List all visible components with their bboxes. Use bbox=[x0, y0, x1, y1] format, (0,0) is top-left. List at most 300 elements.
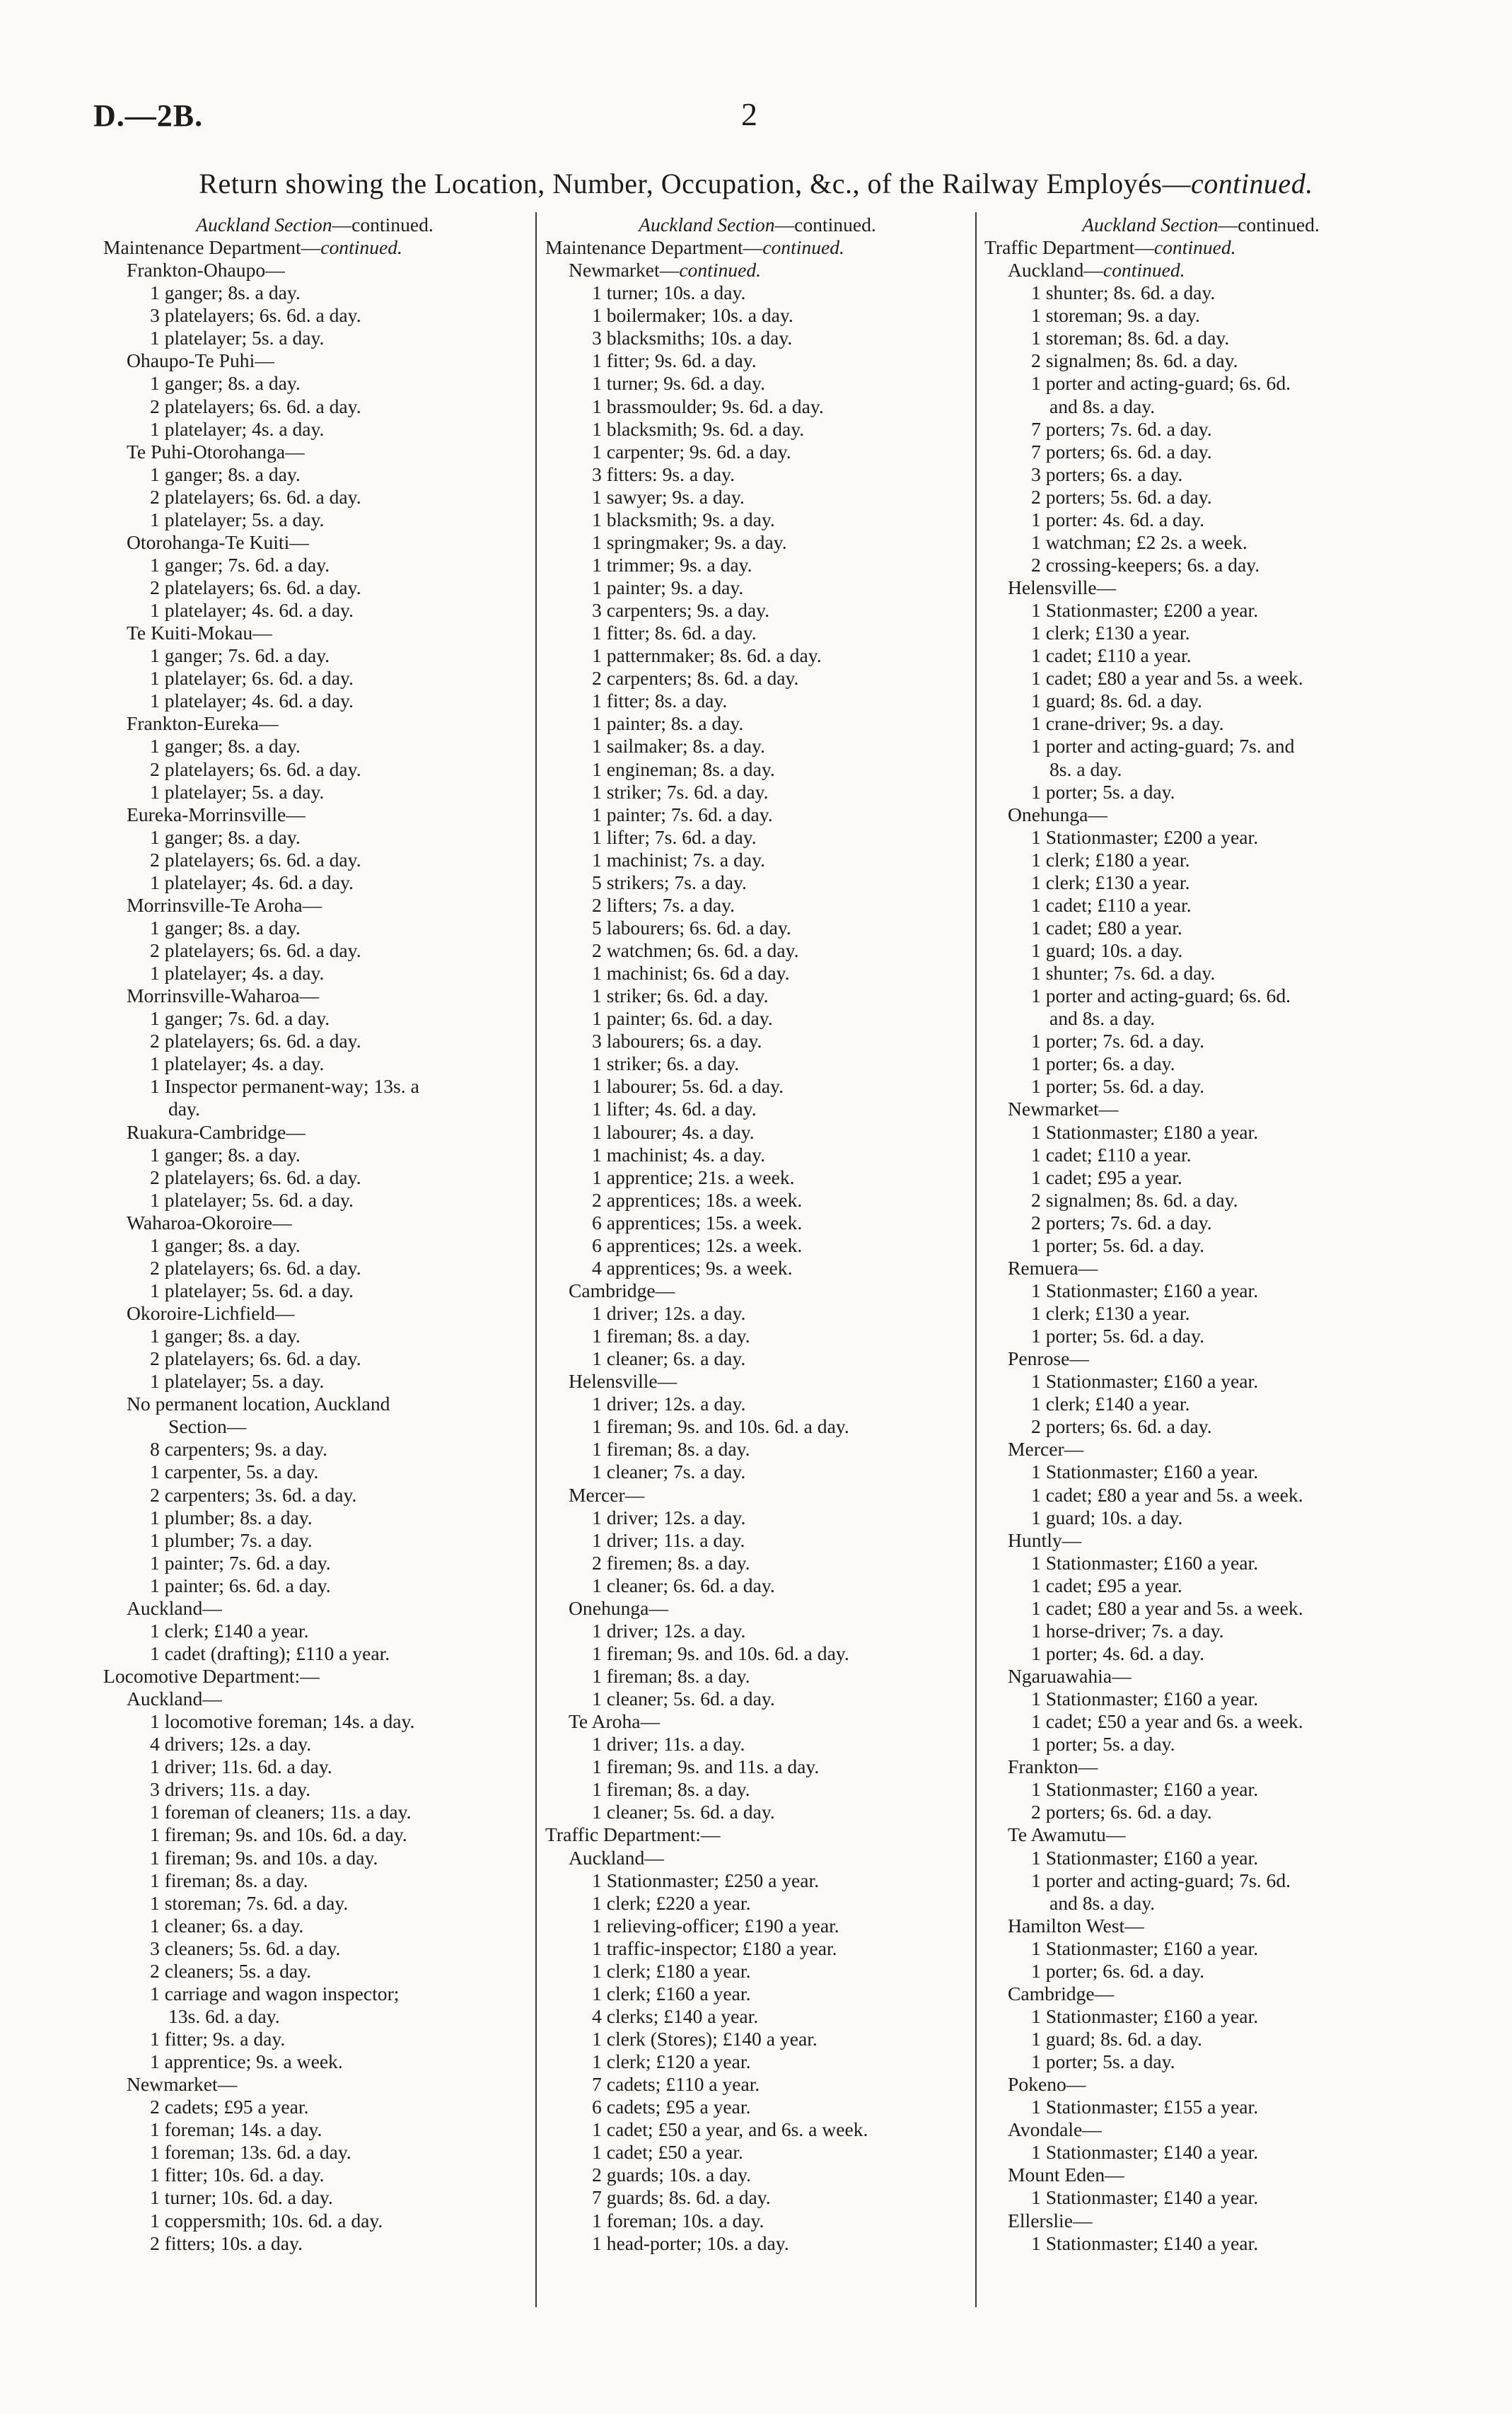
employee-entry-text: 1 coppersmith; 10s. 6d. a day. bbox=[150, 2209, 383, 2232]
employee-entry bbox=[984, 826, 1417, 849]
employee-entry bbox=[545, 644, 970, 667]
employee-entry bbox=[984, 712, 1417, 735]
employee-entry-text: 7 porters; 6s. 6d. a day. bbox=[1031, 440, 1212, 463]
employee-entry bbox=[103, 1960, 526, 1983]
employee-entry-text: 1 fireman; 9s. and 11s. a day. bbox=[592, 1756, 820, 1778]
employee-entry bbox=[545, 826, 970, 849]
employee-entry bbox=[103, 1620, 526, 1642]
employee-entry-text: 2 platelayers; 6s. 6d. a day. bbox=[150, 1166, 361, 1188]
employee-entry-text: 1 porter; 5s. a day. bbox=[1031, 780, 1175, 803]
department-heading bbox=[545, 1823, 970, 1846]
employee-entry bbox=[984, 2232, 1417, 2255]
employee-entry bbox=[545, 1642, 970, 1665]
employee-entry-text: 1 platelayer; 4s. 6d. a day. bbox=[150, 690, 354, 712]
location-heading bbox=[984, 1756, 1417, 1778]
continued-note: —continued. bbox=[774, 214, 876, 236]
employee-entry bbox=[103, 962, 526, 985]
employee-entry bbox=[103, 826, 526, 849]
employee-entry-text: 7 guards; 8s. 6d. a day. bbox=[592, 2186, 771, 2209]
employee-entry-text: 1 fireman; 9s. and 10s. a day. bbox=[150, 1846, 378, 1869]
employee-entry bbox=[984, 644, 1417, 667]
page-number: 2 bbox=[741, 96, 757, 132]
employee-entry bbox=[103, 2164, 526, 2186]
employee-entry bbox=[545, 576, 970, 599]
location-heading bbox=[984, 2073, 1417, 2096]
employee-entry-text: 1 engineman; 8s. a day. bbox=[592, 758, 775, 780]
location-heading-text: Frankton-Eureka— bbox=[127, 712, 279, 735]
location-heading bbox=[545, 1597, 970, 1620]
employee-entry-text: 1 carriage and wagon inspector; bbox=[150, 1982, 400, 2004]
employee-entry-text: 1 cadet; £50 a year. bbox=[592, 2141, 743, 2164]
employee-entry bbox=[984, 1234, 1417, 1257]
employee-entry-text: 1 labourer; 5s. 6d. a day. bbox=[592, 1075, 784, 1098]
employee-entry-text: 1 platelayer; 5s. 6d. a day. bbox=[150, 1188, 354, 1211]
employee-entry-text: 1 cadet; £50 a year, and 6s. a week. bbox=[592, 2118, 868, 2141]
employee-entry-text: 2 watchmen; 6s. 6d. a day. bbox=[592, 939, 799, 961]
employee-entry-text: 1 Stationmaster; £160 a year. bbox=[1031, 1279, 1259, 1301]
employee-entry-text: 1 ganger; 7s. 6d. a day. bbox=[150, 553, 330, 576]
employee-entry bbox=[984, 2050, 1417, 2073]
location-heading bbox=[103, 1121, 526, 1144]
employee-entry bbox=[545, 1257, 970, 1279]
employee-entry-text: 1 porter and acting-guard; 7s. 6d. bbox=[1031, 1869, 1291, 1891]
employee-entry bbox=[545, 1393, 970, 1415]
employee-entry bbox=[545, 282, 970, 304]
location-heading bbox=[984, 1257, 1417, 1279]
employee-entry-text: 1 Stationmaster; £180 a year. bbox=[1031, 1120, 1259, 1143]
location-heading-text: Ohaupo-Te Puhi— bbox=[127, 349, 274, 372]
employee-entry-text: 1 clerk; £120 a year. bbox=[592, 2050, 751, 2073]
employee-entry-text: 1 fireman; 9s. and 10s. 6d. a day. bbox=[592, 1415, 849, 1438]
entry-continuation-text: Section— bbox=[168, 1415, 247, 1438]
location-heading-text: Auckland— bbox=[1008, 259, 1103, 282]
employee-entry bbox=[984, 2186, 1417, 2209]
employee-entry bbox=[984, 1144, 1417, 1166]
employee-entry bbox=[545, 1098, 970, 1120]
employee-entry-text: 1 porter; 5s. 6d. a day. bbox=[1031, 1234, 1204, 1256]
employee-entry bbox=[545, 939, 970, 962]
employee-entry bbox=[984, 1507, 1417, 1529]
employee-entry bbox=[545, 509, 970, 531]
employee-entry bbox=[103, 1778, 526, 1801]
employee-entry-text: 1 guard; 10s. a day. bbox=[1031, 1506, 1183, 1528]
employee-entry bbox=[984, 1710, 1417, 1733]
employee-entry bbox=[545, 327, 970, 349]
employee-entry bbox=[984, 1484, 1417, 1507]
employee-entry bbox=[984, 871, 1417, 894]
employee-entry bbox=[984, 1960, 1417, 1983]
employee-entry-text: 1 crane-driver; 9s. a day. bbox=[1031, 712, 1224, 735]
location-heading-text: Mercer— bbox=[1008, 1438, 1084, 1461]
employee-entry bbox=[545, 1189, 970, 1212]
employee-entry bbox=[545, 1507, 970, 1529]
employee-entry-text: 1 cleaner; 6s. 6d. a day. bbox=[592, 1574, 775, 1596]
employee-entry-text: 1 driver; 12s. a day. bbox=[592, 1302, 746, 1324]
employee-entry bbox=[103, 2118, 526, 2141]
location-heading bbox=[984, 1915, 1417, 1937]
employee-entry bbox=[103, 1189, 526, 1212]
location-heading-text: Avondale— bbox=[1008, 2118, 1102, 2141]
employee-entry-text: 7 porters; 7s. 6d. a day. bbox=[1031, 417, 1212, 440]
employee-entry-text: 3 drivers; 11s. a day. bbox=[150, 1778, 311, 1801]
employee-entry bbox=[984, 781, 1417, 803]
employee-entry-text: 4 apprentices; 9s. a week. bbox=[592, 1256, 793, 1279]
employee-entry bbox=[984, 1189, 1417, 1212]
employee-entry-text: 1 ganger; 8s. a day. bbox=[150, 282, 301, 304]
title-continued: continued. bbox=[1190, 168, 1313, 199]
department-heading-text: Locomotive Department:— bbox=[103, 1665, 320, 1687]
employee-entry-text: 1 foreman; 10s. a day. bbox=[592, 2209, 764, 2232]
employee-entry-text: 1 guard; 8s. 6d. a day. bbox=[1031, 690, 1202, 712]
employee-entry bbox=[984, 1801, 1417, 1823]
location-heading bbox=[103, 985, 526, 1007]
location-heading-text: Onehunga— bbox=[1008, 803, 1108, 825]
location-heading-text: Remuera— bbox=[1008, 1256, 1098, 1279]
employee-entry-text: 2 porters; 7s. 6d. a day. bbox=[1031, 1211, 1212, 1234]
location-heading bbox=[545, 1370, 970, 1393]
employee-entry-text: 1 fitter; 9s. 6d. a day. bbox=[592, 349, 757, 372]
employee-entry-text: 2 crossing-keepers; 6s. a day. bbox=[1031, 553, 1260, 576]
employee-entry bbox=[103, 2096, 526, 2118]
employee-entry bbox=[984, 509, 1417, 531]
employee-entry-text: 2 porters; 6s. 6d. a day. bbox=[1031, 1415, 1212, 1438]
employee-entry bbox=[545, 1688, 970, 1710]
employee-entry-text: 1 fireman; 8s. a day. bbox=[150, 1869, 308, 1891]
employee-entry-text: 3 porters; 6s. a day. bbox=[1031, 463, 1183, 485]
employee-entry-text: 1 Stationmaster; £160 a year. bbox=[1031, 1461, 1259, 1483]
employee-entry-text: 1 turner; 10s. 6d. a day. bbox=[150, 2186, 333, 2209]
employee-entry-text: 2 lifters; 7s. a day. bbox=[592, 893, 735, 916]
employee-entry-text: 1 fitter; 10s. 6d. a day. bbox=[150, 2164, 325, 2186]
employee-entry bbox=[103, 282, 526, 304]
employee-entry-text: 2 porters; 5s. 6d. a day. bbox=[1031, 485, 1212, 508]
employee-entry-text: 1 machinist; 7s. a day. bbox=[592, 848, 765, 871]
location-heading-text: Morrinsville-Te Aroha— bbox=[127, 893, 322, 916]
employee-entry-text: 1 machinist; 4s. a day. bbox=[592, 1143, 765, 1166]
employee-entry bbox=[984, 1552, 1417, 1574]
employee-entry-text: 1 Stationmaster; £140 a year. bbox=[1031, 2232, 1259, 2254]
employee-entry-text: 1 lifter; 4s. 6d. a day. bbox=[592, 1098, 757, 1120]
employee-entry bbox=[984, 554, 1417, 576]
employee-entry bbox=[545, 712, 970, 735]
employee-entry-text: 2 platelayers; 6s. 6d. a day. bbox=[150, 485, 361, 508]
employee-entry-text: 1 horse-driver; 7s. a day. bbox=[1031, 1619, 1224, 1642]
employee-entry-text: 1 Stationmaster; £140 a year. bbox=[1031, 2186, 1259, 2209]
employee-entry bbox=[103, 1052, 526, 1075]
employee-entry bbox=[545, 441, 970, 463]
employee-entry-text: 3 labourers; 6s. a day. bbox=[592, 1030, 762, 1052]
location-heading bbox=[984, 1347, 1417, 1370]
employee-entry bbox=[545, 1030, 970, 1052]
employee-entry-text: 2 platelayers; 6s. 6d. a day. bbox=[150, 939, 361, 961]
employee-entry-text: 1 ganger; 8s. a day. bbox=[150, 825, 301, 848]
employee-entry-text: 1 platelayer; 6s. 6d. a day. bbox=[150, 667, 354, 690]
section-heading bbox=[545, 214, 970, 236]
location-heading-text: Cambridge— bbox=[569, 1279, 675, 1301]
department-heading-text: Maintenance Department— bbox=[545, 236, 763, 259]
employee-entry-text: 1 Inspector permanent-way; 13s. a bbox=[150, 1075, 419, 1098]
employee-entry bbox=[984, 441, 1417, 463]
employee-entry bbox=[545, 2210, 970, 2232]
employee-entry-text: 1 painter; 6s. 6d. a day. bbox=[592, 1007, 773, 1030]
section-heading-text: Auckland Section bbox=[1082, 214, 1219, 236]
location-heading bbox=[984, 2164, 1417, 2186]
employee-entry bbox=[984, 1302, 1417, 1325]
location-heading-text: Huntly— bbox=[1008, 1528, 1082, 1551]
employee-entry bbox=[545, 395, 970, 418]
employee-entry bbox=[984, 1574, 1417, 1597]
employee-entry-text: 6 cadets; £95 a year. bbox=[592, 2096, 751, 2118]
employee-entry-text: 1 platelayer; 4s. 6d. a day. bbox=[150, 599, 354, 622]
employee-entry-text: 1 clerk; £220 a year. bbox=[592, 1891, 751, 1914]
employee-entry bbox=[984, 1642, 1417, 1665]
location-heading bbox=[545, 259, 970, 282]
employee-entry-text: 2 platelayers; 6s. 6d. a day. bbox=[150, 1030, 361, 1052]
employee-entry bbox=[103, 463, 526, 486]
employee-entry bbox=[984, 1847, 1417, 1869]
employee-entry-text: 1 porter; 5s. a day. bbox=[1031, 2050, 1175, 2073]
employee-entry bbox=[984, 917, 1417, 939]
location-heading-text: Auckland— bbox=[127, 1688, 222, 1710]
employee-entry-text: 1 Stationmaster; £160 a year. bbox=[1031, 1778, 1259, 1801]
employee-entry bbox=[103, 1869, 526, 1892]
employee-entry-text: 1 driver; 11s. a day. bbox=[592, 1528, 745, 1551]
employee-entry-text: 1 painter; 9s. a day. bbox=[592, 576, 744, 598]
entry-continuation bbox=[984, 758, 1417, 781]
employee-entry bbox=[103, 1007, 526, 1030]
location-heading bbox=[984, 1529, 1417, 1552]
employee-entry-text: 1 Stationmaster; £250 a year. bbox=[592, 1869, 820, 1891]
location-heading bbox=[984, 1983, 1417, 2005]
employee-entry-text: 1 cadet; £50 a year and 6s. a week. bbox=[1031, 1710, 1303, 1733]
employee-entry bbox=[545, 1007, 970, 1030]
employee-entry-text: 1 cadet; £110 a year. bbox=[1031, 1143, 1192, 1166]
employee-entry-text: 3 platelayers; 6s. 6d. a day. bbox=[150, 304, 361, 327]
employee-entry-text: 1 guard; 8s. 6d. a day. bbox=[1031, 2028, 1202, 2050]
employee-entry bbox=[545, 1121, 970, 1144]
employee-entry bbox=[103, 871, 526, 894]
employee-entry bbox=[103, 939, 526, 962]
employee-entry bbox=[103, 1507, 526, 1529]
employee-entry-text: 2 fitters; 10s. a day. bbox=[150, 2232, 303, 2254]
location-heading-text: Waharoa-Okoroire— bbox=[127, 1211, 292, 1234]
department-heading bbox=[545, 236, 970, 259]
employee-entry-text: 1 driver; 12s. a day. bbox=[592, 1506, 746, 1528]
employee-entry-text: 1 springmaker; 9s. a day. bbox=[592, 530, 787, 553]
employee-entry bbox=[984, 531, 1417, 554]
employee-entry bbox=[545, 2141, 970, 2164]
employee-entry-text: 1 striker; 6s. 6d. a day. bbox=[592, 985, 769, 1007]
employee-entry bbox=[545, 1438, 970, 1461]
employee-entry-text: 1 porter; 4s. 6d. a day. bbox=[1031, 1642, 1204, 1664]
employee-entry-text: 1 relieving-officer; £190 a year. bbox=[592, 1914, 839, 1937]
department-heading bbox=[103, 1665, 526, 1688]
employee-entry-text: 1 blacksmith; 9s. 6d. a day. bbox=[592, 417, 805, 440]
employee-entry bbox=[545, 1212, 970, 1234]
employee-entry-text: 2 platelayers; 6s. 6d. a day. bbox=[150, 758, 361, 780]
employee-entry bbox=[103, 1733, 526, 1756]
employee-entry-text: 8 carpenters; 9s. a day. bbox=[150, 1438, 328, 1461]
employee-entry-text: 1 ganger; 8s. a day. bbox=[150, 735, 301, 758]
employee-entry bbox=[545, 1529, 970, 1552]
employee-entry bbox=[545, 1983, 970, 2005]
employee-entry bbox=[103, 1347, 526, 1370]
employee-entry bbox=[103, 554, 526, 576]
employee-entry-text: 1 cadet; £80 a year. bbox=[1031, 916, 1182, 939]
employee-entry bbox=[545, 781, 970, 803]
employee-entry bbox=[984, 599, 1417, 622]
employee-entry-text: 1 foreman; 14s. a day. bbox=[150, 2118, 322, 2141]
location-heading-text: Okoroire-Lichfield— bbox=[127, 1302, 295, 1324]
employee-entry-text: 1 porter and acting-guard; 7s. and bbox=[1031, 735, 1295, 758]
employee-entry bbox=[984, 735, 1417, 758]
location-heading bbox=[103, 894, 526, 917]
employee-entry bbox=[545, 1937, 970, 1960]
employee-entry-text: 1 porter; 7s. 6d. a day. bbox=[1031, 1030, 1204, 1052]
continued-note: —continued. bbox=[332, 214, 434, 236]
employee-entry-text: 1 cadet; £110 a year. bbox=[1031, 644, 1192, 667]
entry-continuation bbox=[984, 395, 1417, 418]
employee-entry-text: 2 cleaners; 5s. a day. bbox=[150, 1959, 312, 1982]
employee-entry-text: 1 cadet; £80 a year and 5s. a week. bbox=[1031, 1596, 1303, 1619]
employee-entry-text: 1 foreman of cleaners; 11s. a day. bbox=[150, 1801, 412, 1823]
employee-entry bbox=[984, 939, 1417, 962]
continued-note: continued. bbox=[1153, 236, 1236, 259]
employee-entry-text: 1 boilermaker; 10s. a day. bbox=[592, 304, 793, 327]
employee-entry bbox=[545, 1166, 970, 1189]
employee-entry-text: 1 clerk (Stores); £140 a year. bbox=[592, 2028, 818, 2050]
employee-entry-text: 1 carpenter, 5s. a day. bbox=[150, 1461, 319, 1483]
employee-entry bbox=[984, 1869, 1417, 1892]
employee-entry-text: 2 porters; 6s. 6d. a day. bbox=[1031, 1801, 1212, 1823]
location-heading-text: Newmarket— bbox=[127, 2073, 238, 2096]
location-heading-text: Helensville— bbox=[569, 1370, 678, 1393]
employee-entry-text: 1 platelayer; 4s. a day. bbox=[150, 1052, 325, 1075]
employee-entry bbox=[545, 1347, 970, 1370]
employee-entry bbox=[984, 1597, 1417, 1620]
employee-entry bbox=[545, 349, 970, 372]
column-3 bbox=[984, 214, 1417, 2255]
employee-entry-text: 1 machinist; 6s. 6d a day. bbox=[592, 962, 790, 985]
employee-entry-text: 1 Stationmaster; £140 a year. bbox=[1031, 2141, 1259, 2164]
employee-entry bbox=[545, 554, 970, 576]
employee-entry-text: 1 clerk; £140 a year. bbox=[150, 1619, 309, 1642]
employee-entry bbox=[545, 1552, 970, 1574]
employee-entry bbox=[103, 576, 526, 599]
location-heading-text: Mercer— bbox=[569, 1483, 645, 1506]
department-heading-text: Maintenance Department— bbox=[103, 236, 321, 259]
employee-entry-text: 1 clerk; £130 a year. bbox=[1031, 1302, 1190, 1324]
location-heading-text: Te Puhi-Otorohanga— bbox=[127, 440, 305, 463]
location-heading bbox=[103, 1302, 526, 1325]
location-heading bbox=[984, 1098, 1417, 1120]
location-heading bbox=[545, 1279, 970, 1302]
entry-continuation bbox=[984, 1892, 1417, 1915]
location-heading-text: Auckland— bbox=[127, 1596, 222, 1619]
employee-entry-text: 1 Stationmaster; £155 a year. bbox=[1031, 2096, 1259, 2118]
entry-continuation-text: day. bbox=[168, 1098, 200, 1120]
location-heading-text: Penrose— bbox=[1008, 1347, 1089, 1370]
employee-entry bbox=[984, 690, 1417, 712]
employee-entry bbox=[984, 2005, 1417, 2028]
location-heading-text: Ellerslie— bbox=[1008, 2209, 1093, 2232]
employee-entry bbox=[984, 622, 1417, 644]
employee-entry-text: 2 platelayers; 6s. 6d. a day. bbox=[150, 395, 361, 417]
employee-entry-text: 1 striker; 7s. 6d. a day. bbox=[592, 780, 769, 803]
employee-entry bbox=[103, 690, 526, 712]
employee-entry bbox=[103, 2232, 526, 2255]
employee-entry bbox=[545, 690, 970, 712]
employee-entry-text: 1 cleaner; 6s. a day. bbox=[592, 1347, 746, 1370]
employee-entry bbox=[545, 2005, 970, 2028]
employee-entry-text: 1 porter; 5s. 6d. a day. bbox=[1031, 1075, 1204, 1098]
employee-entry-text: 1 porter: 4s. 6d. a day. bbox=[1031, 508, 1204, 530]
employee-entry-text: 2 apprentices; 18s. a week. bbox=[592, 1188, 803, 1211]
employee-entry bbox=[103, 509, 526, 531]
continued-note: continued. bbox=[320, 236, 402, 259]
employee-entry bbox=[103, 1642, 526, 1665]
employee-entry bbox=[103, 1529, 526, 1552]
employee-entry bbox=[545, 735, 970, 758]
employee-entry bbox=[545, 1801, 970, 1823]
location-heading bbox=[103, 259, 526, 282]
employee-entry bbox=[103, 1710, 526, 1733]
employee-entry bbox=[545, 917, 970, 939]
employee-entry-text: 2 platelayers; 6s. 6d. a day. bbox=[150, 1347, 361, 1370]
employee-entry-text: 1 platelayer; 5s. a day. bbox=[150, 508, 325, 530]
employee-entry bbox=[103, 1847, 526, 1869]
employee-entry-text: 1 apprentice; 9s. a week. bbox=[150, 2050, 343, 2073]
title-main: Return showing the Location, Number, Occupation, &c., of the Railway Employés— bbox=[199, 168, 1191, 199]
employee-entry-text: 1 ganger; 7s. 6d. a day. bbox=[150, 644, 330, 667]
employee-entry-text: 4 clerks; £140 a year. bbox=[592, 2004, 759, 2027]
employee-entry bbox=[103, 1438, 526, 1461]
employee-entry-text: 1 fireman; 8s. a day. bbox=[592, 1665, 750, 1687]
employee-entry bbox=[103, 781, 526, 803]
employee-entry bbox=[545, 1665, 970, 1688]
location-heading bbox=[984, 1665, 1417, 1688]
location-heading bbox=[984, 803, 1417, 826]
employee-entry-text: 4 drivers; 12s. a day. bbox=[150, 1733, 312, 1756]
employee-entry bbox=[545, 1461, 970, 1483]
employee-entry-text: 1 cadet; £110 a year. bbox=[1031, 893, 1192, 916]
employee-entry bbox=[984, 349, 1417, 372]
employee-entry-text: 1 lifter; 7s. 6d. a day. bbox=[592, 825, 757, 848]
employee-entry bbox=[545, 1778, 970, 1801]
employee-entry-text: 1 Stationmaster; £160 a year. bbox=[1031, 1688, 1259, 1710]
employee-entry-text: 1 porter; 5s. a day. bbox=[1031, 1733, 1175, 1756]
employee-entry bbox=[103, 1484, 526, 1507]
location-heading bbox=[984, 1438, 1417, 1461]
employee-entry bbox=[103, 2210, 526, 2232]
employee-entry-text: 1 plumber; 8s. a day. bbox=[150, 1506, 313, 1528]
employee-entry-text: 1 Stationmaster; £160 a year. bbox=[1031, 2004, 1259, 2027]
employee-entry bbox=[545, 962, 970, 985]
employee-entry bbox=[984, 1620, 1417, 1642]
employee-entry bbox=[984, 486, 1417, 509]
employee-entry-text: 1 apprentice; 21s. a week. bbox=[592, 1166, 795, 1188]
location-heading-text: Te Awamutu— bbox=[1008, 1823, 1126, 1846]
employee-entry bbox=[103, 2141, 526, 2164]
location-heading bbox=[984, 1823, 1417, 1846]
employee-entry-text: 1 ganger; 8s. a day. bbox=[150, 1325, 301, 1347]
employee-entry-text: 1 Stationmaster; £200 a year. bbox=[1031, 599, 1259, 622]
section-heading-text: Auckland Section bbox=[196, 214, 332, 236]
employee-entry-text: 1 driver; 11s. a day. bbox=[592, 1733, 745, 1756]
employee-entry-text: 7 cadets; £110 a year. bbox=[592, 2073, 760, 2096]
employee-entry bbox=[545, 486, 970, 509]
employee-entry-text: 1 clerk; £140 a year. bbox=[1031, 1393, 1190, 1415]
